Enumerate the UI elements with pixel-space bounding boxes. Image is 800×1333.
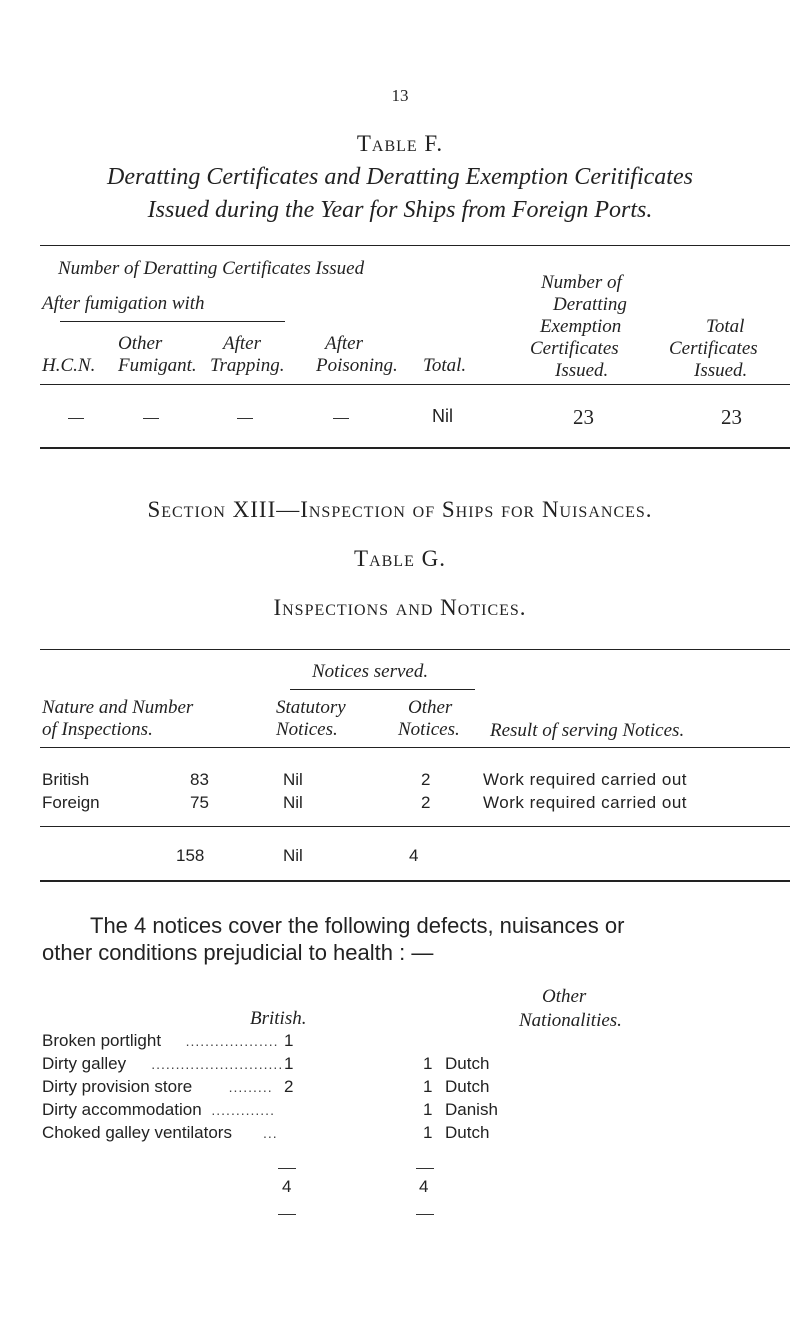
- col-exemption-1: Number of: [541, 272, 622, 293]
- table-f-title: Table F.: [356, 131, 444, 156]
- defect-other-count: 1: [423, 1077, 433, 1096]
- table-g-title: Table G.: [354, 546, 446, 571]
- col-other-1: Other: [408, 697, 453, 718]
- total-number: 158: [176, 846, 205, 865]
- col-trapping-2: Trapping.: [210, 355, 285, 376]
- table-f-top-rule: [40, 245, 790, 246]
- col-hcn: H.C.N.: [42, 355, 96, 376]
- col-other-2: Notices.: [398, 719, 460, 740]
- page-number: 13: [391, 86, 409, 105]
- table-g-top-rule: [40, 649, 790, 650]
- table-f-group-label: Number of Deratting Certificates Issued: [58, 258, 365, 279]
- defect-other-nationality: Danish: [445, 1100, 498, 1119]
- cell-poisoning-dash: [333, 418, 349, 419]
- col-british: British.: [250, 1008, 307, 1029]
- defect-label: Choked galley ventilators: [42, 1123, 232, 1142]
- defect-british-count: 1: [284, 1054, 294, 1073]
- table-g-bottom-rule: [40, 880, 790, 882]
- row-statutory: Nil: [283, 770, 303, 789]
- defect-other-count: 1: [423, 1100, 433, 1119]
- leader-dots: .........: [228, 1079, 273, 1095]
- defect-label: Dirty provision store: [42, 1077, 193, 1096]
- defect-other-count: 1: [423, 1123, 433, 1142]
- row-result: Work required carried out: [483, 793, 687, 812]
- row-other: 2: [421, 793, 431, 812]
- row-nature: Foreign: [42, 793, 100, 812]
- col-statutory-1: Statutory: [276, 697, 346, 718]
- notices-served-label: Notices served.: [312, 661, 429, 682]
- col-exemption-5: Issued.: [555, 360, 609, 381]
- col-total-certs-2: Certificates: [669, 338, 758, 359]
- defect-british-count: 2: [284, 1077, 294, 1096]
- british-sum-rule: [278, 1168, 296, 1169]
- table-f-subgroup-label: After fumigation with: [42, 293, 205, 314]
- col-total: Total.: [423, 355, 467, 376]
- row-nature: British: [42, 770, 90, 789]
- col-trapping-1: After: [223, 333, 261, 354]
- defect-label: Dirty galley: [42, 1054, 127, 1073]
- leader-dots: ...........................: [151, 1056, 284, 1072]
- row-statutory: Nil: [283, 793, 303, 812]
- col-statutory-2: Notices.: [276, 719, 338, 740]
- col-nature-1: Nature and Number: [42, 697, 194, 718]
- notices-served-rule: [290, 689, 475, 690]
- col-exemption-3: Exemption: [540, 316, 622, 337]
- table-f-subtitle-line2: Issued during the Year for Ships from Foreign Ports.: [147, 197, 653, 223]
- total-other-nationalities: 4: [419, 1177, 429, 1196]
- cell-total-certs: 23: [721, 405, 742, 429]
- other-sum-rule: [416, 1168, 434, 1169]
- col-total-certs-3: Issued.: [694, 360, 748, 381]
- col-nature-2: of Inspections.: [42, 719, 153, 740]
- defect-other-count: 1: [423, 1054, 433, 1073]
- table-g-subtitle: Inspections and Notices.: [273, 595, 527, 620]
- col-exemption-2: Deratting: [553, 294, 627, 315]
- table-f-header-rule: [40, 384, 790, 385]
- row-number: 75: [190, 793, 209, 812]
- col-total-certs-1: Total: [706, 316, 745, 337]
- row-number: 83: [190, 770, 209, 789]
- col-other-nat-1: Other: [542, 986, 587, 1007]
- table-f-bottom-rule: [40, 447, 790, 449]
- table-g-totals-rule: [40, 826, 790, 827]
- total-other: 4: [409, 846, 419, 865]
- defect-other-nationality: Dutch: [445, 1054, 490, 1073]
- col-other-fumigant-1: Other: [118, 333, 163, 354]
- leader-dots: ...................: [185, 1033, 279, 1049]
- col-exemption-4: Certificates: [530, 338, 619, 359]
- defect-label: Dirty accommodation: [42, 1100, 202, 1119]
- col-other-nat-2: Nationalities.: [519, 1010, 622, 1031]
- defect-other-nationality: Dutch: [445, 1123, 490, 1142]
- cell-exemption: 23: [573, 405, 594, 429]
- cell-hcn-dash: [68, 418, 84, 419]
- table-f-subtitle-line1: Deratting Certificates and Deratting Exemption Ceritificates: [107, 164, 693, 190]
- total-british: 4: [282, 1177, 292, 1196]
- other-total-underline: [416, 1214, 434, 1215]
- defect-other-nationality: Dutch: [445, 1077, 490, 1096]
- col-other-fumigant-2: Fumigant.: [118, 355, 197, 376]
- col-poisoning-2: Poisoning.: [316, 355, 398, 376]
- leader-dots: .............: [211, 1102, 275, 1118]
- section-xiii-heading: Section XIII—Inspection of Ships for Nuisances.: [147, 497, 653, 522]
- col-poisoning-1: After: [325, 333, 363, 354]
- table-g-header-rule: [40, 747, 790, 748]
- row-result: Work required carried out: [483, 770, 687, 789]
- table-f-subgroup-rule: [60, 321, 285, 322]
- cell-other-fumigant-dash: [143, 418, 159, 419]
- col-result: Result of serving Notices.: [490, 720, 685, 741]
- defect-british-count: 1: [284, 1031, 294, 1050]
- defect-label: Broken portlight: [42, 1031, 162, 1050]
- row-other: 2: [421, 770, 431, 789]
- total-statutory: Nil: [283, 846, 303, 865]
- cell-total: Nil: [432, 406, 453, 426]
- leader-dots: ...: [263, 1125, 278, 1141]
- cell-trapping-dash: [237, 418, 253, 419]
- british-total-underline: [278, 1214, 296, 1215]
- defects-intro-line2: other conditions prejudicial to health : —: [42, 940, 434, 965]
- defects-intro-line1: The 4 notices cover the following defects, nuisances or: [90, 913, 625, 938]
